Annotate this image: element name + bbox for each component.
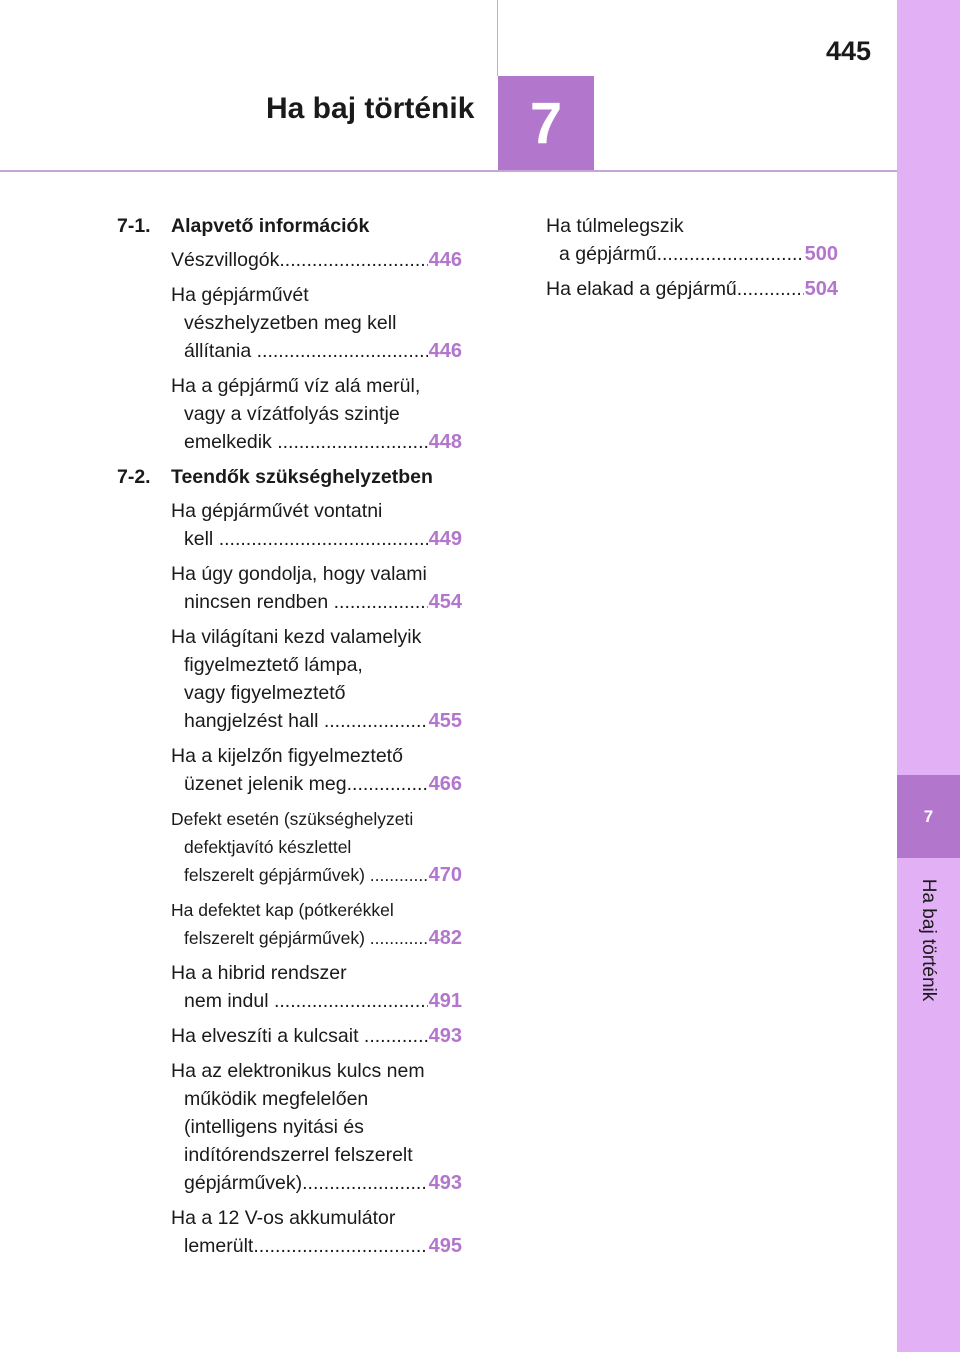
toc-entry-text: defektjavító készlettel: [184, 837, 352, 857]
toc-entry-text: Ha gépjárművét: [171, 284, 309, 306]
toc-page-number[interactable]: 493: [428, 1025, 462, 1047]
toc-entry[interactable]: [171, 1057, 462, 1197]
toc-entry-text: hangjelzést hall .....: [171, 707, 428, 735]
toc-entry-text: a gépjármű .....: [546, 240, 804, 268]
toc-entry-text: nem indul .....: [171, 987, 428, 1015]
section-title: Teendők szükséghelyzetben: [171, 466, 433, 488]
toc-entry-text: Ha az elektronikus kulcs nem: [171, 1060, 425, 1082]
toc-entry[interactable]: [171, 246, 462, 274]
toc-entry[interactable]: [171, 896, 462, 952]
toc-entry-text: Ha elakad a gépjármű .....: [546, 275, 804, 303]
toc-entry-text: Ha defektet kap (pótkerékkel: [171, 900, 394, 920]
side-tab-number: 7: [897, 775, 960, 858]
toc-entry-text: Defekt esetén (szükséghelyzeti: [171, 809, 414, 829]
toc-page-number[interactable]: 491: [428, 990, 462, 1012]
toc-entry-text: Vészvillogók .....: [171, 246, 428, 274]
side-tab-label: Ha baj történik: [918, 878, 939, 1002]
toc-page-number[interactable]: 500: [804, 243, 838, 265]
toc-entry-text: lemerült .....: [171, 1232, 428, 1260]
toc-entry-text: (intelligens nyitási és: [184, 1116, 364, 1138]
toc-entry-text: kell .....: [171, 525, 428, 553]
toc-page-number[interactable]: 466: [428, 773, 462, 795]
toc-page-number[interactable]: 455: [428, 710, 462, 732]
toc-entry[interactable]: [171, 497, 462, 553]
toc-page-number[interactable]: 493: [428, 1172, 462, 1194]
toc-entry-text: Ha úgy gondolja, hogy valami: [171, 563, 427, 585]
toc-entry-text: Ha elveszíti a kulcsait .....: [171, 1022, 428, 1050]
toc-right-column: [546, 212, 838, 310]
chapter-number-box: 7: [498, 76, 594, 170]
toc-page-number[interactable]: 482: [428, 927, 462, 949]
toc-entry-text: felszerelt gépjárművek) .....: [171, 924, 428, 952]
toc-entry-text: működik megfelelően: [184, 1088, 369, 1110]
toc-page-number[interactable]: 495: [428, 1235, 462, 1257]
page-number: 445: [826, 36, 872, 66]
toc-entry-text: gépjárművek) .....: [171, 1169, 428, 1197]
section-number: 7-1.: [117, 215, 151, 237]
toc-entry[interactable]: [171, 623, 462, 735]
header-rule: [0, 170, 897, 172]
toc-left-column: [117, 212, 462, 1267]
toc-page-number[interactable]: 454: [428, 591, 462, 613]
toc-page-number[interactable]: 449: [428, 528, 462, 550]
toc-entry[interactable]: [171, 805, 462, 889]
toc-entry[interactable]: [171, 560, 462, 616]
toc-entry-text: Ha világítani kezd valamelyik: [171, 626, 422, 648]
toc-entry-text: nincsen rendben .....: [171, 588, 428, 616]
toc-entry[interactable]: [171, 1022, 462, 1050]
toc-entry-text: figyelmeztető lámpa,: [184, 654, 363, 676]
section-number: 7-2.: [117, 466, 151, 488]
toc-entry[interactable]: [171, 281, 462, 365]
toc-entry-text: Ha a gépjármű víz alá merül,: [171, 375, 421, 397]
toc-entry[interactable]: [171, 1204, 462, 1260]
toc-entry-text: Ha a hibrid rendszer: [171, 962, 347, 984]
toc-entry-text: felszerelt gépjárművek) .....: [171, 861, 428, 889]
toc-entry-text: vészhelyzetben meg kell: [184, 312, 397, 334]
toc-entry-text: Ha gépjárművét vontatni: [171, 500, 383, 522]
toc-entry-text: Ha a 12 V-os akkumulátor: [171, 1207, 396, 1229]
toc-entry[interactable]: [546, 275, 838, 303]
toc-section-heading: [117, 463, 462, 491]
toc-entry[interactable]: [171, 959, 462, 1015]
chapter-side-tab[interactable]: [897, 0, 960, 1352]
toc-entry-text: vagy figyelmeztető: [184, 682, 346, 704]
toc-page-number[interactable]: 446: [428, 340, 462, 362]
toc-entry-text: Ha a kijelzőn figyelmeztető: [171, 745, 403, 767]
toc-entry-text: indítórendszerrel felszerelt: [184, 1144, 413, 1166]
toc-page-number[interactable]: 470: [428, 864, 462, 886]
toc-page-number[interactable]: 448: [428, 431, 462, 453]
toc-entry[interactable]: [171, 372, 462, 456]
header-divider-line: [497, 0, 498, 76]
toc-entry-text: emelkedik .....: [171, 428, 428, 456]
toc-entry-text: vagy a vízátfolyás szintje: [184, 403, 400, 425]
toc-entry[interactable]: [546, 212, 838, 268]
toc-entry-text: Ha túlmelegszik: [546, 215, 684, 237]
chapter-title: Ha baj történik: [266, 92, 475, 125]
toc-page-number[interactable]: 504: [804, 278, 838, 300]
toc-page-number[interactable]: 446: [428, 249, 462, 271]
section-title: Alapvető információk: [171, 215, 370, 237]
toc-entry[interactable]: [171, 742, 462, 798]
toc-section-heading: [117, 212, 462, 240]
toc-entry-text: üzenet jelenik meg .....: [171, 770, 428, 798]
toc-entry-text: állítania .....: [171, 337, 428, 365]
